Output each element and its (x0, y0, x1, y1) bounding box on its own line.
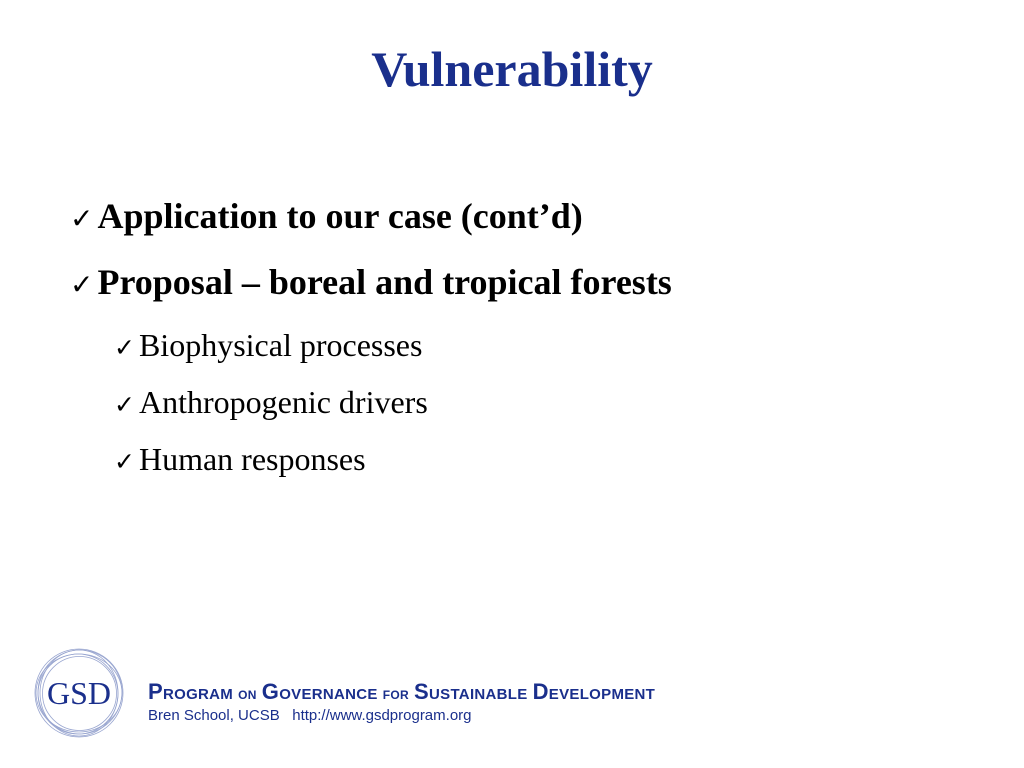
program-word: for (382, 684, 410, 703)
program-url: http://www.gsdprogram.org (292, 707, 472, 724)
sub-bullet-item (70, 377, 970, 434)
checkmark-icon: ✓ (114, 447, 135, 476)
checkmark-icon: ✓ (114, 390, 135, 419)
checkmark-icon: ✓ (70, 202, 94, 235)
slide-title: Vulnerability (371, 41, 653, 97)
program-name (148, 680, 655, 706)
footer (148, 680, 655, 726)
bullet-item (70, 254, 970, 320)
checkmark-icon: ✓ (70, 268, 94, 301)
checkmark-icon: ✓ (114, 333, 135, 362)
bullet-list (70, 188, 970, 491)
sub-bullet-item (70, 434, 970, 491)
sub-bullet-text: Anthropogenic drivers (138, 384, 428, 420)
program-word: Development (532, 679, 656, 704)
school-line (148, 706, 655, 726)
program-word: Governance (261, 679, 378, 704)
sub-bullet-text: Human responses (138, 441, 366, 477)
bullet-text: Proposal – boreal and tropical forests (97, 262, 672, 302)
bullet-text: Application to our case (cont’d) (97, 196, 583, 236)
gsd-logo (32, 646, 126, 740)
program-word: on (238, 684, 257, 703)
sub-bullet-item (70, 320, 970, 377)
school-name: Bren School, UCSB (148, 707, 280, 724)
program-word: Program (148, 679, 234, 704)
sub-bullet-text: Biophysical processes (138, 327, 423, 363)
bullet-item (70, 188, 970, 254)
program-word: Sustainable (414, 679, 528, 704)
logo-text: GSD (46, 675, 112, 711)
